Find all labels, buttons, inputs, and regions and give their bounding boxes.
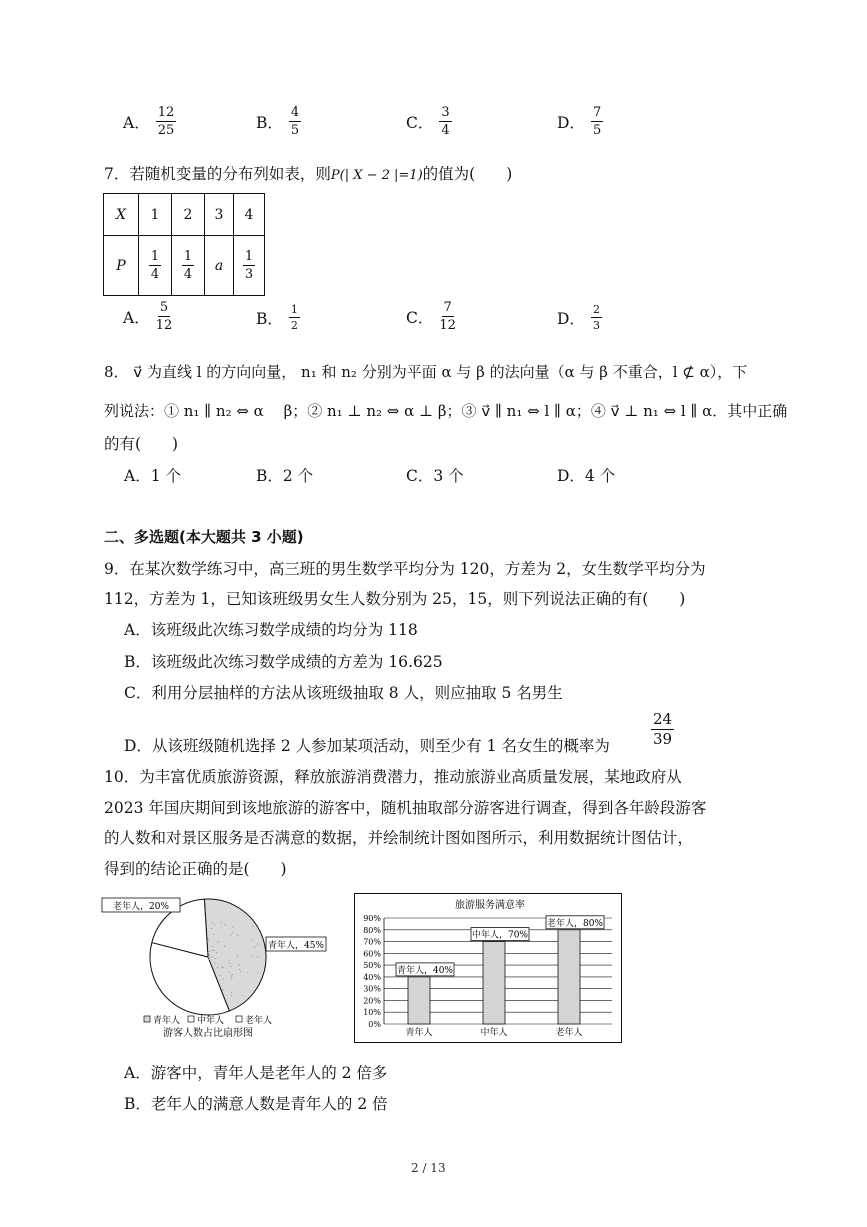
numerator: 4 — [290, 105, 300, 120]
pie-legend-swatch — [188, 1016, 194, 1022]
q7-option-c — [406, 301, 456, 332]
q8-option-a: A．1 个 — [124, 467, 181, 485]
bar-ytick-label: 80% — [363, 925, 381, 935]
pie-texture-dot — [213, 950, 214, 951]
denominator: 12 — [155, 318, 173, 333]
q8-option-b: B．2 个 — [256, 467, 314, 485]
pie-texture-dot — [258, 944, 259, 945]
fraction — [156, 301, 173, 332]
bar-chart — [354, 893, 622, 1043]
numerator: 1 — [150, 249, 160, 264]
q7-expression: P(| X − 2 |=1) — [330, 168, 423, 183]
q9-option-d: D．从该班级随机选择 2 人参加某项活动，则至少有 1 名女生的概率为 — [124, 737, 610, 755]
denominator: 4 — [441, 123, 450, 138]
pie-legend-label: 中年人 — [197, 1016, 225, 1026]
pie-texture-dot — [229, 960, 230, 961]
numerator: 3 — [441, 105, 450, 120]
fraction — [289, 106, 301, 137]
fraction — [243, 250, 255, 281]
pie-texture-dot — [239, 969, 240, 970]
pie-texture-dot — [208, 959, 209, 960]
pie-texture-dot — [231, 992, 232, 993]
pie-texture-dot — [213, 969, 214, 970]
denominator: 12 — [439, 318, 456, 333]
option-label: A． — [123, 113, 150, 132]
option-label: D． — [557, 309, 585, 328]
option-label: C． — [406, 113, 434, 132]
denominator: 5 — [290, 123, 300, 138]
fraction — [651, 712, 674, 747]
q6-option-b — [256, 106, 301, 137]
q8-option-d: D．4 个 — [557, 467, 616, 485]
section-heading: 二、多选题(本大题共 3 小题) — [104, 528, 304, 546]
q7-suffix: 的值为( ) — [422, 165, 513, 183]
denominator: 4 — [150, 267, 160, 282]
pie-legend-swatch — [236, 1016, 242, 1022]
option-label: B． — [256, 113, 283, 132]
pie-texture-dot — [231, 976, 232, 977]
bar-ytick-label: 60% — [363, 949, 381, 959]
pie-texture-dot — [232, 932, 233, 933]
q7-stem — [104, 162, 512, 184]
pie-texture-dot — [243, 995, 244, 996]
pie-legend-label: 青年人 — [153, 1016, 181, 1026]
pie-texture-dot — [222, 967, 223, 968]
pie-legend-label: 老年人 — [245, 1016, 273, 1026]
pie-texture-dot — [214, 924, 215, 925]
pie-chart — [96, 892, 328, 1042]
pie-texture-dot — [251, 939, 252, 940]
bar-data-label: 老年人，80% — [546, 918, 604, 929]
pie-texture-dot — [257, 972, 258, 973]
fraction — [439, 301, 456, 332]
bar-ytick-label: 10% — [363, 1008, 381, 1018]
pie-title: 游客人数占比扇形图 — [163, 1028, 253, 1039]
denominator: 3 — [244, 267, 254, 282]
pie-texture-dot — [211, 956, 212, 957]
bar-ytick-label: 30% — [363, 984, 381, 994]
pie-texture-dot — [209, 955, 210, 956]
pie-texture-dot — [224, 924, 225, 925]
table-cell: 2 — [172, 194, 205, 236]
q9-line1: 9．在某次数学练习中，高三班的男生数学平均分为 120，方差为 2，女生数学平均分为 — [104, 560, 706, 578]
pie-texture-dot — [240, 971, 241, 972]
pie-texture-dot — [237, 934, 238, 935]
table-cell: a — [205, 236, 234, 296]
bar-category-label: 老年人 — [555, 1028, 583, 1038]
bar-3 — [558, 930, 580, 1024]
pie-texture-dot — [208, 957, 209, 958]
denominator: 25 — [157, 123, 175, 138]
pie-texture-dot — [231, 966, 232, 967]
pie-texture-dot — [231, 934, 232, 935]
fraction — [289, 304, 300, 331]
bar-data-label: 中年人，70% — [471, 930, 529, 941]
fraction — [149, 250, 161, 281]
option-label: B． — [256, 309, 283, 328]
pie-texture-dot — [237, 955, 238, 956]
distribution-table — [103, 193, 265, 296]
fraction — [591, 106, 603, 137]
pie-texture-dot — [207, 940, 208, 941]
denominator: 4 — [183, 267, 193, 282]
q6-option-d — [557, 106, 603, 137]
q9-line2: 112，方差为 1，已知该班级男女生人数分别为 25，15，则下列说法正确的有( ) — [104, 590, 686, 608]
numerator: 7 — [443, 300, 452, 315]
pie-texture-dot — [217, 967, 218, 968]
q10-line2: 2023 年国庆期间到该地旅游的游客中，随机抽取部分游客进行调查，得到各年龄段游客 — [104, 799, 707, 817]
pie-texture-dot — [213, 933, 214, 934]
q10-line4: 得到的结论正确的是( ) — [104, 860, 287, 878]
q9-option-b: B．该班级此次练习数学成绩的方差为 16.625 — [124, 653, 443, 671]
numerator: 1 — [244, 249, 254, 264]
q10-option-a: A．游客中，青年人是老年人的 2 倍多 — [124, 1064, 388, 1082]
pie-texture-dot — [239, 964, 240, 965]
table-cell-x-label: X — [104, 194, 139, 236]
table-cell: 4 — [234, 194, 265, 236]
pie-texture-dot — [230, 978, 231, 979]
denominator: 39 — [653, 730, 673, 748]
pie-texture-dot — [216, 952, 217, 953]
q6-option-c — [406, 106, 452, 137]
pie-texture-dot — [222, 978, 223, 979]
table-cell — [234, 236, 265, 296]
q9-option-c: C．利用分层抽样的方法从该班级抽取 8 人，则应抽取 5 名男生 — [124, 684, 563, 702]
pie-texture-dot — [212, 950, 213, 951]
pie-texture-dot — [218, 941, 219, 942]
bar-category-label: 中年人 — [480, 1028, 508, 1038]
pie-texture-dot — [257, 956, 258, 957]
fraction — [182, 250, 194, 281]
q9-option-a: A．该班级此次练习数学成绩的均分为 118 — [124, 621, 418, 639]
bar-ytick-label: 50% — [363, 961, 381, 971]
denominator: 3 — [592, 319, 600, 332]
table-cell: 3 — [205, 194, 234, 236]
pie-texture-dot — [228, 971, 229, 972]
table-cell: 1 — [139, 194, 172, 236]
q7-option-a — [123, 301, 172, 332]
fraction — [156, 106, 177, 137]
q10-option-b: B．老年人的满意人数是青年人的 2 倍 — [124, 1095, 388, 1113]
bar-category-label: 青年人 — [405, 1028, 433, 1038]
numerator: 24 — [653, 710, 673, 728]
table-cell — [139, 236, 172, 296]
pie-texture-dot — [214, 958, 215, 959]
pie-texture-dot — [208, 939, 209, 940]
numerator: 5 — [159, 300, 169, 315]
pie-texture-dot — [232, 974, 233, 975]
pie-texture-dot — [208, 952, 209, 953]
fraction — [591, 304, 602, 331]
pie-slice-label: 青年人，45% — [267, 941, 325, 951]
pie-texture-dot — [219, 975, 220, 976]
q8-line1: 8． v⃗ 为直线 l 的方向向量， n₁ 和 n₂ 分别为平面 α 与 β 的法向量（α 与 β 不重合，l ⊄ α），下 — [104, 363, 748, 381]
fraction — [439, 106, 451, 137]
numerator: 2 — [592, 303, 600, 316]
pie-texture-dot — [229, 963, 230, 964]
pie-texture-dot — [221, 922, 222, 923]
numerator: 1 — [183, 249, 193, 264]
q7-prefix: 7．若随机变量的分布列如表，则 — [104, 165, 331, 183]
bar-ytick-label: 20% — [363, 996, 381, 1006]
pie-texture-dot — [252, 926, 253, 927]
table-cell — [172, 236, 205, 296]
pie-texture-dot — [215, 963, 216, 964]
pie-texture-dot — [211, 928, 212, 929]
denominator: 5 — [592, 123, 602, 138]
pie-texture-dot — [222, 989, 223, 990]
bar-2 — [483, 942, 505, 1024]
bar-ytick-label: 70% — [363, 937, 381, 947]
option-label: A． — [123, 308, 150, 327]
q6-option-a — [123, 106, 176, 137]
pie-texture-dot — [212, 946, 213, 947]
pie-texture-dot — [212, 922, 213, 923]
numerator: 12 — [157, 105, 175, 120]
page-number: 2 / 13 — [411, 1161, 446, 1175]
bar-data-label: 青年人，40% — [396, 965, 454, 976]
pie-texture-dot — [232, 927, 233, 928]
pie-texture-dot — [247, 972, 248, 973]
numerator: 7 — [592, 105, 602, 120]
bar-chart-title: 旅游服务满意率 — [455, 900, 525, 911]
bar-ytick-label: 90% — [363, 914, 381, 923]
bar-ytick-label: 40% — [363, 972, 381, 982]
q7-option-d — [557, 304, 602, 331]
q9-option-d-fraction — [651, 712, 674, 747]
pie-texture-dot — [209, 951, 210, 952]
q8-line3: 的有( ) — [104, 435, 179, 453]
q8-line2: 列说法：① n₁ ∥ n₂ ⇔ α β；② n₁ ⊥ n₂ ⇔ α ⊥ β；③ v⃗ ∥ n₁ ⇔ l ∥ α；④ v⃗ ⊥ n₁ ⇔ l ∥ α．其中正确 — [104, 402, 788, 420]
pie-slice-label: 老年人，20% — [112, 902, 170, 912]
pie-texture-dot — [224, 946, 225, 947]
q10-line1: 10．为丰富优质旅游资源，释放旅游消费潜力，推动旅游业高质量发展，某地政府从 — [104, 768, 682, 786]
bar-ytick-label: 0% — [368, 1020, 381, 1029]
numerator: 1 — [290, 303, 298, 316]
pie-texture-dot — [251, 956, 252, 957]
table-cell-p-label: P — [104, 236, 139, 296]
q7-option-b — [256, 304, 300, 331]
option-label: C． — [406, 308, 434, 327]
pie-texture-dot — [254, 946, 255, 947]
denominator: 2 — [290, 319, 298, 332]
bar-1 — [408, 977, 430, 1024]
q10-line3: 的人数和对景区服务是否满意的数据，并绘制统计图如图所示，利用数据统计图估计， — [104, 829, 694, 847]
q8-option-c: C．3 个 — [406, 467, 464, 485]
option-label: D． — [557, 113, 585, 132]
pie-legend-swatch — [144, 1016, 150, 1022]
pie-texture-dot — [231, 995, 232, 996]
